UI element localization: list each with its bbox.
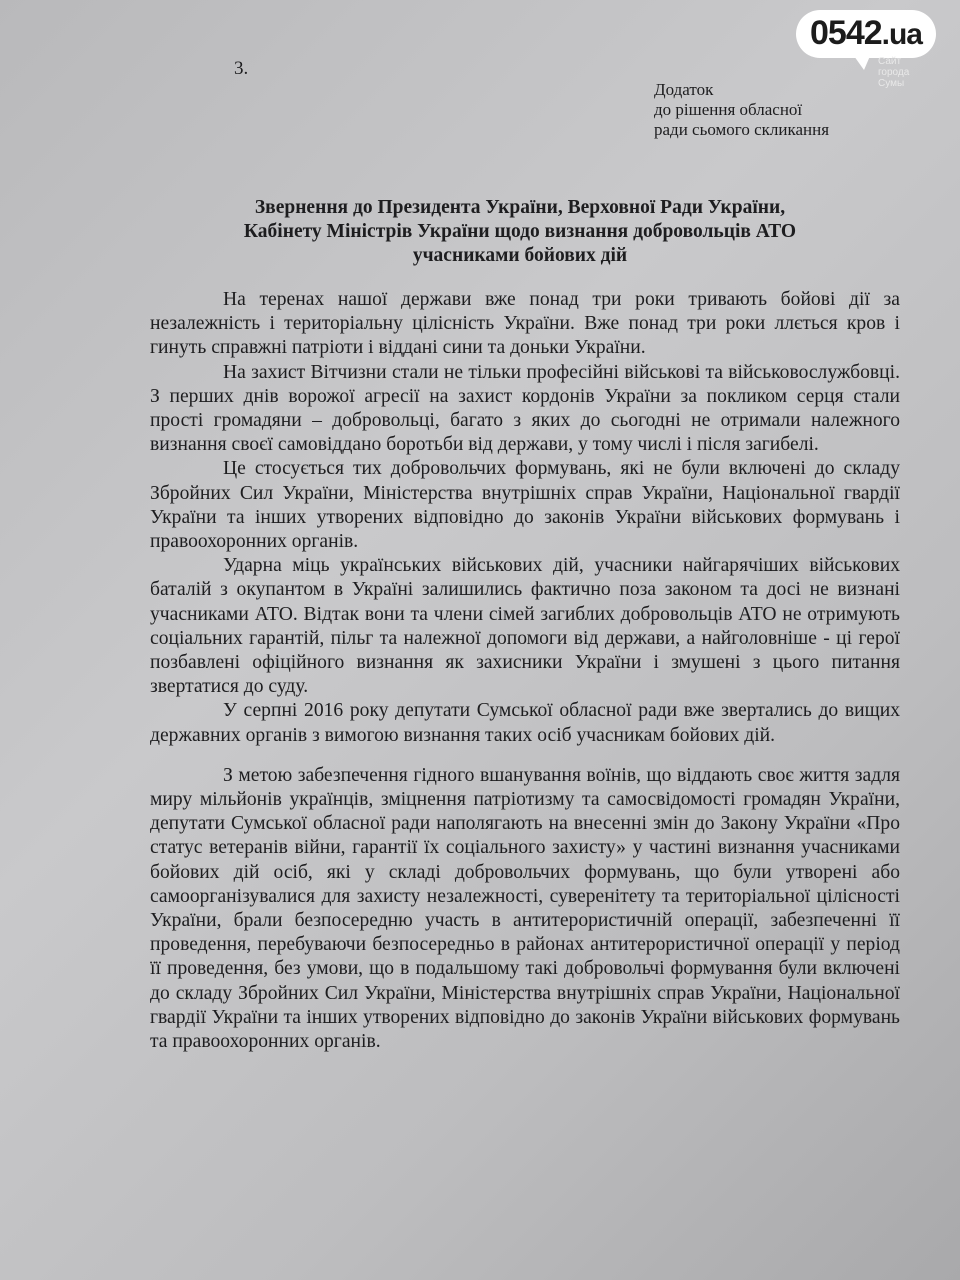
logo-tld: .ua [881,18,922,51]
paragraph: На теренах нашої держави вже понад три роки тривають бойові дії за незалежність і територіальну цілісність України. Вже понад три роки ллється кров і гинуть справжні патріоти і віддані сини та доньки України. [150,289,900,359]
paragraph: На захист Вітчизни стали не тільки професійні військові та військовослужбовці. З перших днів ворожої агресії на захист кордонів України за покликом серця стали прості громадяни – добровольці, багато з яких до сьогодні не отримали належного визнання своєї самовіддано боротьби від держави, у тому числі і після загибелі. [150,361,900,456]
appendix-line: ради сьомого скликання [654,120,830,139]
appendix-note [654,80,829,140]
document-body [150,288,900,1054]
logo-number: 0542 [810,14,882,52]
appendix-line: Додаток [654,80,714,99]
logo-bubble [796,10,936,58]
document-title [120,196,920,268]
site-logo[interactable] [796,14,936,89]
paragraph: З метою забезпечення гідного вшанування воїнів, що віддають своє життя задля миру мільйонів українців, зміцнення патріотизму та самосвідомості громадян України, депутати Сумської обласної ради наполягають на внесенні змін до Закону України «Про статус ветеранів війни, гарантії їх соціального захисту» у частині визнання учасниками бойових дій осіб, які у складі добровольчих формувань, що були утворені або самоорганізувалися для захисту незалежності, суверенітету та територіальної цілісності України, брали безпосередню участь в антитерористичній операції, забезпеченні її проведення, перебуваючи безпосередньо в районах антитерористичної операції у період її проведення, без умови, що в подальшому такі добровольчі формування були включені до складу Збройних Сил України, Міністерства внутрішніх справ України, Національної гвардії України та інших утворених відповідно до законів України військових формувань та правоохоронних органів. [150,764,900,1053]
paragraph: Це стосується тих добровольчих формувань, які не були включені до складу Збройних Сил України, Міністерства внутрішніх справ України, Національної гвардії України та інших утворених відповідно до законів України військових формувань і правоохоронних органів. [150,458,900,553]
page-number: 3. [234,58,249,79]
paragraph: У серпні 2016 року депутати Сумської обласної ради вже звертались до вищих державних органів з вимогою визнання таких осіб учасникам бойових дій. [150,700,900,746]
paragraph: Ударна міць українських військових дій, учасники найгарячіших військових баталій з окупантом в Україні залишились фактично поза законом та досі не визнані учасниками АТО. Відтак вони та члени сімей загиблих добровольців АТО не отримують соціальних гарантій, пільг та належної допомоги від держави, а найголовніше - ці герої позбавлені офіційного визнання як захисники України і змушені з цього питання звертатися до суду. [150,555,900,698]
title-line: Кабінету Міністрів України щодо визнання добровольців АТО [243,221,797,242]
title-line: учасниками бойових дій [412,245,628,266]
title-line: Звернення до Президента України, Верховної Ради України, [254,197,786,218]
logo-tagline: Сайт города Сумы [878,56,910,89]
appendix-line: до рішення обласної [654,100,803,119]
